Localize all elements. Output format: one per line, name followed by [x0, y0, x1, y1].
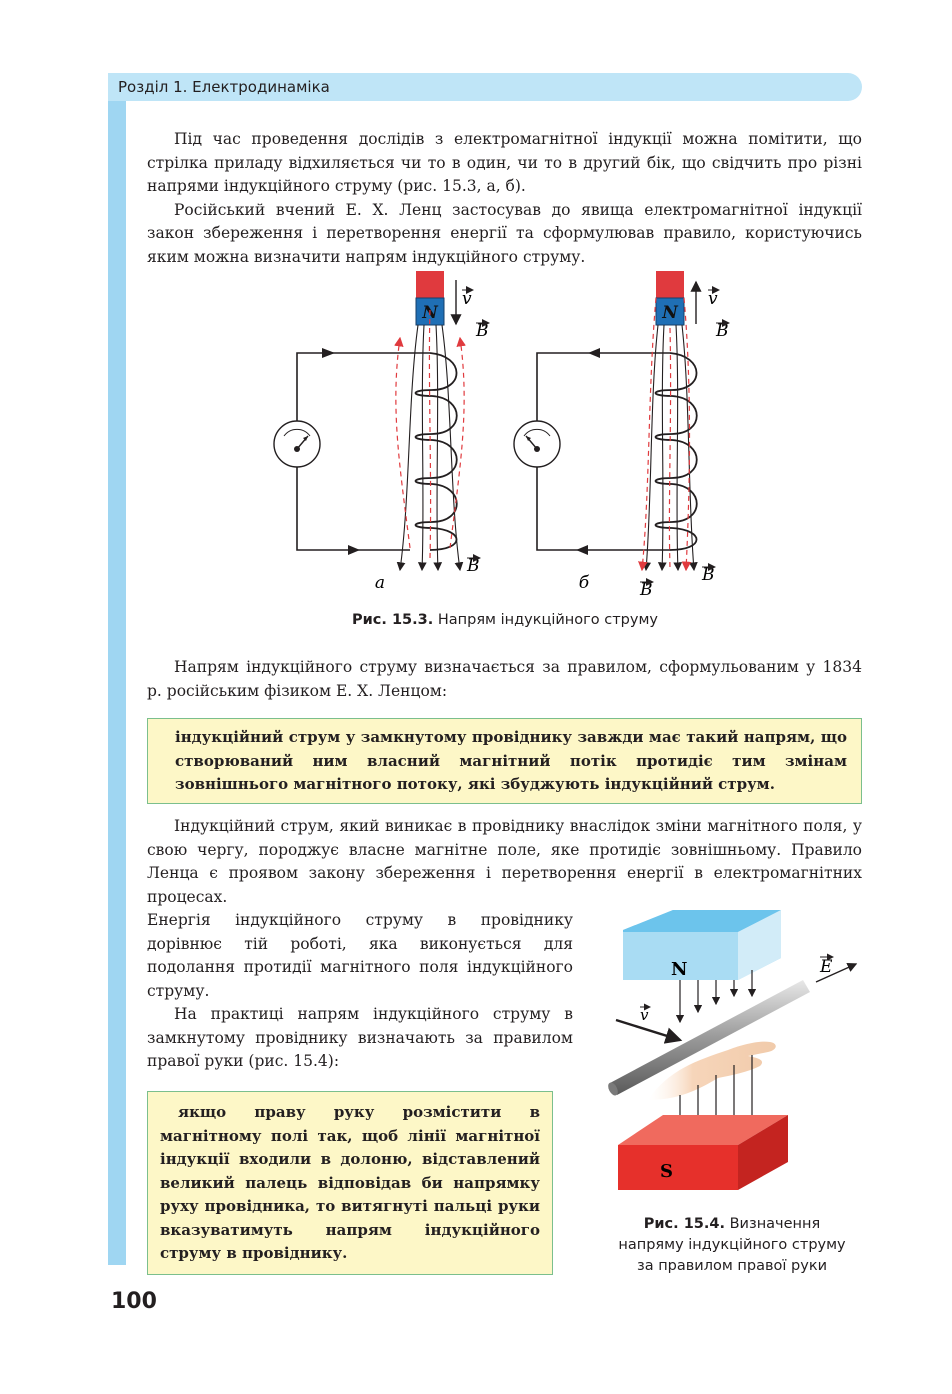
- galvanometer-b: [514, 421, 560, 467]
- vector-v-154: v: [640, 1006, 649, 1024]
- magnet-a: [416, 271, 444, 325]
- intro-paragraph-2: Російський вчений Е. Х. Ленц застосував до явища електромагнітної індукції закон збереження і перетворення енергії та сформулював правило, користуючись яким можна визначити напрям індукційного струму.: [147, 200, 862, 266]
- magnet-a-pole-label: N: [422, 303, 438, 323]
- body-text-narrow: [147, 909, 573, 1074]
- figure-15-4-caption-line-2: напряму індукційного струму: [618, 1237, 846, 1253]
- figure-15-4-caption-line-1: Визначення: [725, 1216, 821, 1232]
- intro-text: [147, 128, 862, 269]
- figure-15-4-caption: [592, 1214, 872, 1277]
- right-hand-rule-text: якщо праву руку розмістити в магнітному полі так, щоб лінії магнітної індукції входили в долоню, відставлений великий палець відповідав би напрямку руху провідника, то витягнуті пальці руки вказуватимуть напрям індукційного струму в провіднику.: [160, 1103, 540, 1262]
- vector-B-b-top: B: [716, 321, 729, 341]
- label-b: б: [578, 573, 590, 593]
- figure-15-4-caption-number: Рис. 15.4.: [643, 1216, 725, 1232]
- magnet-b: [656, 271, 684, 325]
- hand: [648, 1042, 776, 1100]
- magnet-pole-n: [623, 910, 781, 980]
- lenz-rule-text: індукційний струм у замкнутому провіднику завжди має такий напрям, що створюваний ним власний магнітний потік протидіє тим змінам зовнішнього магнітного потоку, які збуджують індукційний струм.: [175, 728, 847, 793]
- vector-v-a: v: [462, 289, 472, 309]
- label-a: а: [374, 573, 386, 593]
- lenz-intro: [147, 656, 862, 703]
- intro-paragraph-1: Під час проведення дослідів з електромагнітної індукції можна помітити, що стрілка приладу відхиляється чи то в один, чи то в другий бік, що свідчить про різні напрями індукційного струму (рис. 15.3, а, б).: [147, 130, 862, 195]
- lenz-rule-box: [147, 718, 862, 804]
- body-text-full: [147, 815, 862, 909]
- pole-n-label: N: [671, 959, 688, 980]
- vector-E: E: [820, 957, 833, 977]
- galvanometer-a: [274, 421, 320, 467]
- body-paragraph-2: Енергія індукційного струму в провіднику дорівнює тій роботі, яка виконується для подолання протидії магнітного поля індукційного струму.: [147, 911, 573, 1000]
- body-paragraph-3: На практиці напрям індукційного струму в замкнутому провіднику визначають за правилом правої руки (рис. 15.4):: [147, 1005, 573, 1070]
- magnet-pole-s: [618, 1115, 788, 1190]
- section-header: [108, 73, 862, 101]
- section-title: Розділ 1. Електродинаміка: [118, 78, 330, 96]
- body-paragraph-1: Індукційний струм, який виникає в провіднику внаслідок зміни магнітного поля, у свою чергу, породжує власне магнітне поле, яке протидіє зовнішньому. Правило Ленца є проявом закону збереження і перетворення енергії в електромагнітних процесах.: [147, 817, 862, 906]
- right-hand-rule-box: [147, 1091, 553, 1275]
- figure-15-4-caption-line-3: за правилом правої руки: [636, 1258, 828, 1274]
- figure-15-4: [588, 900, 878, 1205]
- page-number: 100: [111, 1289, 157, 1314]
- vector-B-b-right: B: [702, 565, 715, 585]
- pole-s-label: S: [660, 1161, 673, 1182]
- vector-B-a-top: B: [476, 321, 489, 341]
- figure-15-3-part-b: [514, 271, 729, 600]
- figure-15-3-caption: [260, 612, 750, 628]
- magnet-b-pole-label: N: [662, 303, 678, 323]
- vector-v-b: v: [708, 289, 718, 309]
- side-bar-decoration: [108, 101, 126, 1265]
- lenz-intro-paragraph: Напрям індукційного струму визначається за правилом, сформульованим у 1834 р. російським фізиком Е. Х. Ленцом:: [147, 658, 862, 700]
- figure-15-3-part-a: [274, 271, 489, 593]
- figure-15-3-caption-number: Рис. 15.3.: [352, 612, 434, 628]
- vector-B-a-bottom: B: [467, 556, 480, 576]
- vector-B-b-left: B: [640, 580, 653, 600]
- figure-15-3: [260, 268, 740, 608]
- figure-15-3-caption-text: Напрям індукційного струму: [433, 612, 658, 628]
